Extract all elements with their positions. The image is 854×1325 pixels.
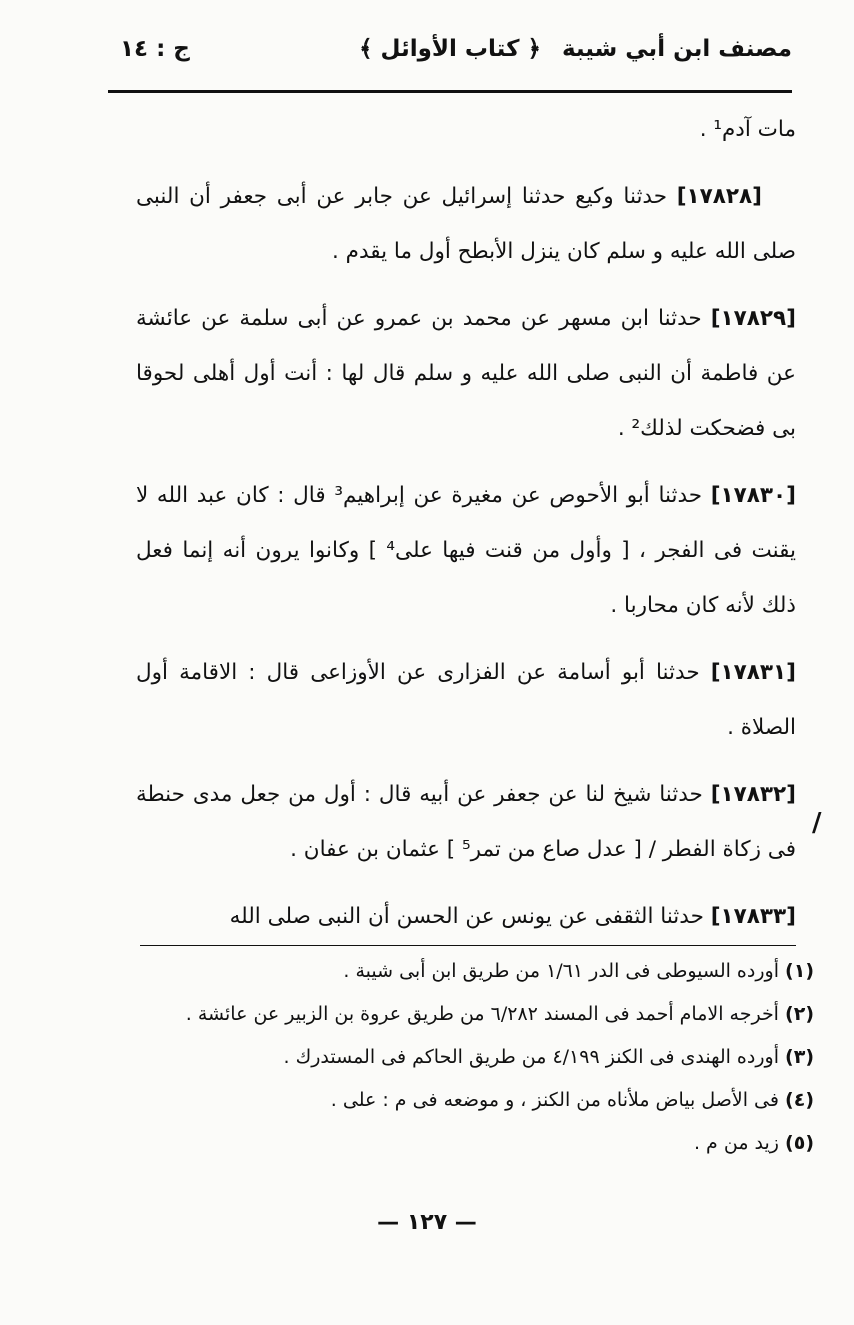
hadith-number: [١٧٨٣٣] — [710, 904, 796, 929]
hadith-number: [١٧٨٣٢] — [710, 782, 796, 807]
hadith-text: حدثنا ابن مسهر عن محمد بن عمرو عن أبى سلمة عن عائشة عن فاطمة أن النبى صلى الله عليه و سلم قال لها : أنت أول أهلى لحوقا بى فضحكت لذلك² . — [136, 306, 796, 441]
book-title: مصنف ابن أبي شيبة — [561, 36, 792, 62]
footnote-number: (٣) — [785, 1046, 814, 1068]
footnotes — [130, 950, 814, 1165]
footnote-number: (١) — [785, 960, 814, 982]
volume-number: ج : ١٤ — [120, 36, 190, 62]
hadith-17833 — [136, 889, 796, 944]
footnote-1 — [130, 950, 814, 993]
hadith-text: حدثنا شيخ لنا عن جعفر عن أبيه قال : أول من جعل مدى حنطة فى زكاة الفطر / [ عدل صاع من تمر⁵ ] عثمان بن عفان . — [136, 782, 796, 862]
hadith-text: حدثنا الثقفى عن يونس عن الحسن أن النبى صلى الله — [229, 904, 711, 929]
footnote-2 — [130, 993, 814, 1036]
footnote-number: (٢) — [785, 1003, 814, 1025]
chapter-title: ﴿ كتاب الأوائل ﴾ — [359, 36, 541, 62]
header-rule — [108, 90, 792, 93]
footnote-number: (٤) — [785, 1089, 814, 1111]
footnote-number: (٥) — [785, 1132, 814, 1154]
footnote-5 — [130, 1122, 814, 1165]
footnote-text: أخرجه الامام أحمد فى المسند ٦/٢٨٢ من طريق عروة بن الزبير عن عائشة . — [185, 1003, 786, 1025]
footnote-3 — [130, 1036, 814, 1079]
hadith-17830 — [136, 468, 796, 633]
hadith-17831 — [136, 645, 796, 755]
footnote-text: أورده السيوطى فى الدر ١/٦١ من طريق ابن أبى شيبة . — [343, 960, 786, 982]
paragraph-text: مات آدم¹ . — [699, 117, 796, 142]
hadith-text: حدثنا أبو أسامة عن الفزارى عن الأوزاعى قال : الاقامة أول الصلاة . — [136, 660, 796, 740]
footnote-rule — [140, 945, 796, 946]
running-header — [108, 30, 792, 82]
main-text — [136, 102, 796, 956]
footnote-text: أورده الهندى فى الكنز ٤/١٩٩ من طريق الحاكم فى المستدرك . — [283, 1046, 786, 1068]
hadith-17832 — [136, 767, 796, 877]
hadith-number: [١٧٨٣٠] — [710, 483, 796, 508]
footnote-text: فى الأصل بياض ملأناه من الكنز ، و موضعه فى م : على . — [330, 1089, 786, 1111]
hadith-17829 — [136, 291, 796, 456]
margin-page-mark: / — [812, 808, 822, 838]
hadith-number: [١٧٨٢٩] — [710, 306, 796, 331]
footnote-text: زيد من م . — [693, 1132, 786, 1154]
hadith-text: حدثنا أبو الأحوص عن مغيرة عن إبراهيم³ قال : كان عبد الله لا يقنت فى الفجر ، [ وأول من قنت فيها على⁴ ] وكانوا يرون أنه إنما فعل ذلك لأنه كان محاربا . — [136, 483, 796, 618]
paragraph — [136, 102, 796, 157]
hadith-number: [١٧٨٣١] — [710, 660, 796, 685]
hadith-number: [١٧٨٢٨] — [676, 184, 762, 209]
footnote-4 — [130, 1079, 814, 1122]
hadith-17828 — [136, 169, 796, 279]
page-number: — ١٢٧ — — [377, 1210, 477, 1235]
hadith-text: حدثنا وكيع حدثنا إسرائيل عن جابر عن أبى جعفر أن النبى صلى الله عليه و سلم كان ينزل الأبطح أول ما يقدم . — [136, 184, 796, 264]
